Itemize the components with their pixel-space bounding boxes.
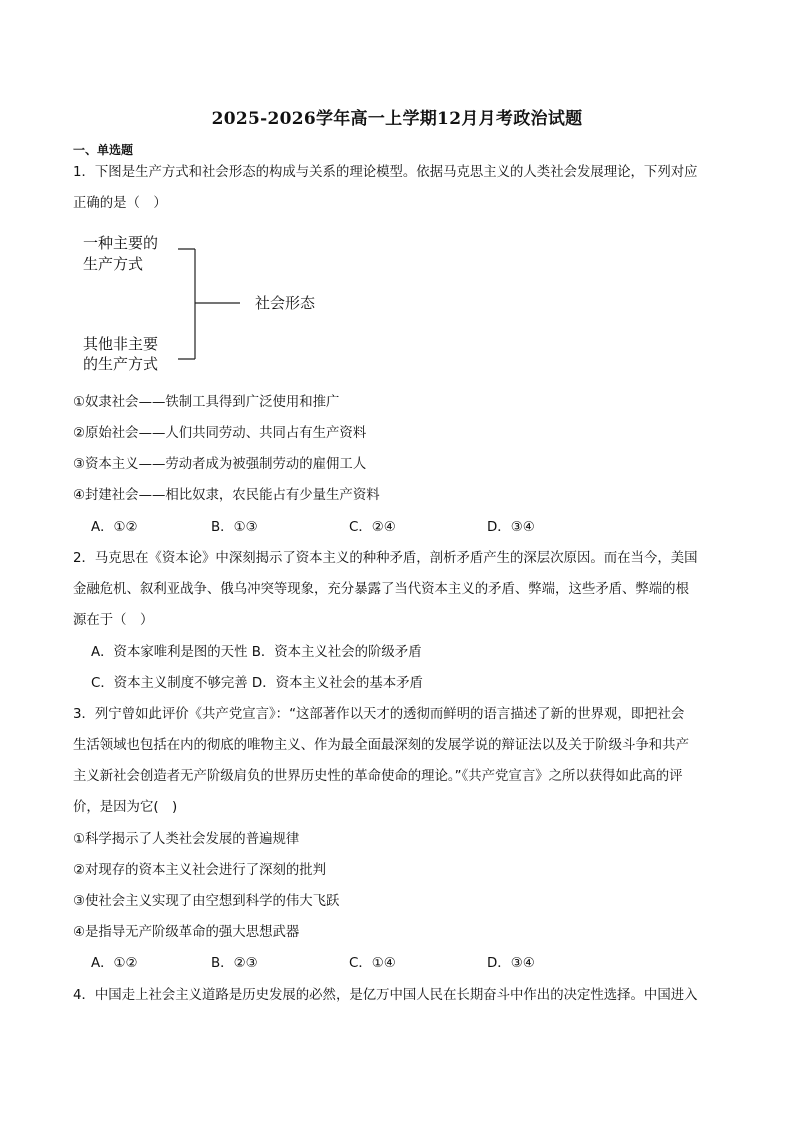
q2-stem-line-1: 2．马克思在《资本论》中深刻揭示了资本主义的种种矛盾，剖析矛盾产生的深层次原因。而在当今，美国 [73,551,698,566]
q1-option-a[interactable]: A．①② [91,520,138,535]
diagram-label-social-form: 社会形态 [255,294,316,312]
q2-stem-line-2: 金融危机、叙利亚战争、俄乌冲突等现象，充分暴露了当代资本主义的矛盾、弊端，这些矛盾、弊端的根 [73,582,689,597]
q3-item-1: ①科学揭示了人类社会发展的普遍规律 [73,832,300,847]
q1-option-b[interactable]: B．①③ [211,520,258,535]
page-title: 2025-2026学年高一上学期12月月考政治试题 [211,109,583,129]
diagram-label-other-1: 其他非主要 [83,335,159,353]
q1-item-2: ②原始社会——人们共同劳动、共同占有生产资料 [73,426,367,441]
q3-item-2: ②对现存的资本主义社会进行了深刻的批判 [73,863,327,878]
q3-option-c[interactable]: C．①④ [349,956,396,971]
q2-options-line-1[interactable]: A．资本家唯利是图的天性 B．资本主义社会的阶级矛盾 [91,645,422,660]
diagram-label-other-2: 的生产方式 [83,355,159,373]
section-heading: 一、单选题 [73,143,134,157]
q1-option-c[interactable]: C．②④ [349,520,396,535]
q3-item-3: ③使社会主义实现了由空想到科学的伟大飞跃 [73,894,340,909]
q1-item-1: ①奴隶社会——铁制工具得到广泛使用和推广 [73,395,340,410]
diagram-label-main-1: 一种主要的 [83,234,159,252]
q2-options-line-2[interactable]: C．资本主义制度不够完善 D．资本主义社会的基本矛盾 [91,676,423,691]
q2-stem-line-3: 源在于（ ） [73,613,154,628]
q3-option-b[interactable]: B．②③ [211,956,258,971]
q1-item-3: ③资本主义——劳动者成为被强制劳动的雇佣工人 [73,457,367,472]
q3-stem-line-3: 主义新社会创造者无产阶级肩负的世界历史性的革命使命的理论。”《共产党宣言》之所以获得如此高的评 [73,769,683,784]
q1-option-d[interactable]: D．③④ [487,520,535,535]
q3-option-d[interactable]: D．③④ [487,956,535,971]
q3-stem-line-4: 价，是因为它( ) [73,800,178,815]
q3-stem-line-2: 生活领域也包括在内的彻底的唯物主义、作为最全面最深刻的发展学说的辩证法以及关于阶级斗争和共产 [73,738,689,753]
q3-stem-line-1: 3．列宁曾如此评价《共产党宣言》：“这部著作以天才的透彻而鲜明的语言描述了新的世界观，即把社会 [73,707,685,722]
q4-stem-line-1: 4．中国走上社会主义道路是历史发展的必然，是亿万中国人民在长期奋斗中作出的决定性选择。中国进入 [73,988,698,1003]
q3-item-4: ④是指导无产阶级革命的强大思想武器 [73,925,300,940]
q1-item-4: ④封建社会——相比奴隶，农民能占有少量生产资料 [73,488,380,503]
q1-stem-line-2: 正确的是（ ） [73,196,167,211]
q1-stem-line-1: 1．下图是生产方式和社会形态的构成与关系的理论模型。依据马克思主义的人类社会发展理论，下列对应 [73,165,698,180]
diagram-label-main-2: 生产方式 [83,255,144,273]
q3-option-a[interactable]: A．①② [91,956,138,971]
